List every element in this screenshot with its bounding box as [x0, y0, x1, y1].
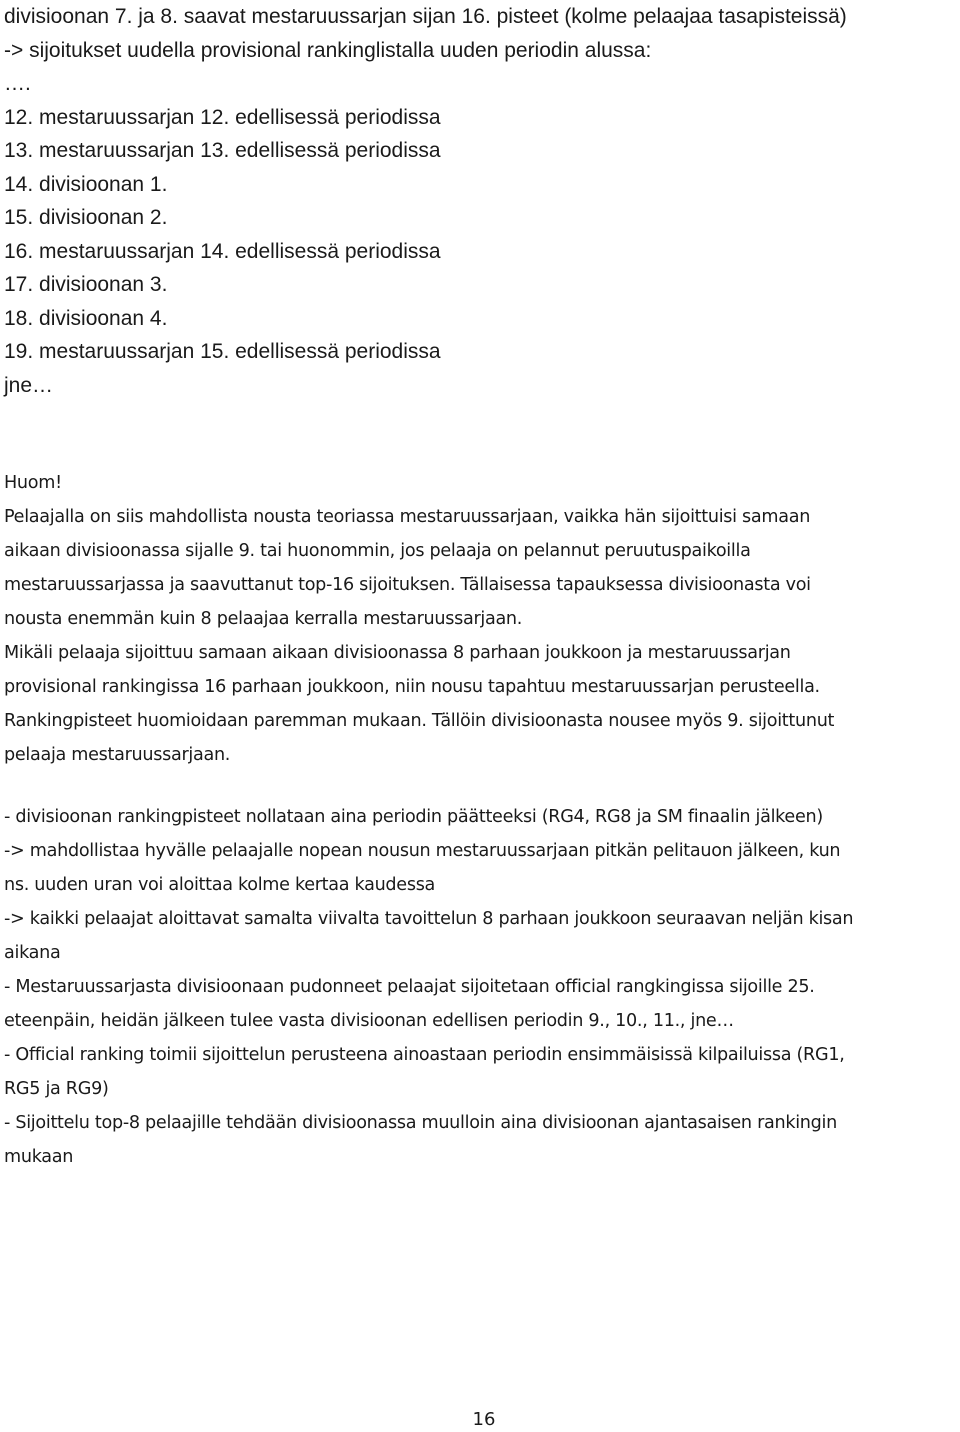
text-line: aikana [4, 943, 61, 963]
text-line: …. [4, 72, 31, 95]
list-item: 13. mestaruussarjan 13. edellisessä periodissa [4, 139, 441, 162]
text-line: divisioonan 7. ja 8. saavat mestaruussarjan sijan 16. pisteet (kolme pelaajaa tasapisteissä) [4, 5, 847, 28]
text-line: pelaaja mestaruussarjaan. [4, 745, 231, 765]
list-item: 12. mestaruussarjan 12. edellisessä periodissa [4, 105, 441, 129]
huom-paragraph [4, 466, 956, 772]
text-line: provisional rankingissa 16 parhaan joukkoon, niin nousu tapahtuu mestaruussarjan perusteella. [4, 677, 820, 697]
text-line: ns. uuden uran voi aloittaa kolme kertaa kaudessa [4, 875, 436, 895]
list-item: 18. divisioonan 4. [4, 306, 168, 330]
rules-notes [4, 800, 956, 1174]
text-line: - divisioonan rankingpisteet nollataan aina periodin päätteeksi (RG4, RG8 ja SM finaalin jälkeen) [4, 807, 823, 827]
text-line: RG5 ja RG9) [4, 1079, 109, 1099]
text-line: Rankingpisteet huomioidaan paremman mukaan. Tällöin divisioonasta nousee myös 9. sijoittunut [4, 711, 835, 731]
list-item: 14. divisioonan 1. [4, 172, 168, 196]
text-line: mukaan [4, 1147, 74, 1167]
page-number: 16 [472, 1409, 496, 1430]
text-line: eteenpäin, heidän jälkeen tulee vasta divisioonan edellisen periodin 9., 10., 11., jne… [4, 1011, 734, 1031]
text-line: -> sijoitukset uudella provisional rankinglistalla uuden periodin alussa: [4, 38, 652, 62]
text-line: Mikäli pelaaja sijoittuu samaan aikaan divisioonassa 8 parhaan joukkoon ja mestaruussarjan [4, 643, 791, 663]
text-line: -> kaikki pelaajat aloittavat samalta viivalta tavoittelun 8 parhaan joukkoon seuraavan neljän kisan [4, 909, 854, 929]
list-item: 19. mestaruussarjan 15. edellisessä periodissa [4, 340, 441, 363]
list-item: 17. divisioonan 3. [4, 273, 168, 296]
text-line: -> mahdollistaa hyvälle pelaajalle nopean nousun mestaruussarjaan pitkän pelitauon jälkeen, kun [4, 841, 841, 861]
list-item: 15. divisioonan 2. [4, 206, 168, 229]
text-line: Pelaajalla on siis mahdollista nousta teoriassa mestaruussarjaan, vaikka hän sijoittuisi samaan [4, 507, 811, 527]
text-line: aikaan divisioonassa sijalle 9. tai huonommin, jos pelaaja on pelannut peruutuspaikoilla [4, 541, 751, 561]
text-line: - Official ranking toimii sijoittelun perusteena ainoastaan periodin ensimmäisissä kilpailuissa (RG1, [4, 1045, 845, 1065]
list-item: 16. mestaruussarjan 14. edellisessä periodissa [4, 239, 441, 263]
huom-heading: Huom! [4, 473, 62, 493]
text-line: mestaruussarjassa ja saavuttanut top-16 sijoituksen. Tällaisessa tapauksessa divisioonasta voi [4, 575, 811, 595]
text-line: - Mestaruussarjasta divisioonaan pudonneet pelaajat sijoitetaan official rangkingissa sijoille 25. [4, 977, 815, 997]
text-line: nousta enemmän kuin 8 pelaajaa kerralla mestaruussarjaan. [4, 609, 523, 629]
ranking-order-list [4, 0, 956, 402]
text-line: - Sijoittelu top-8 pelaajille tehdään divisioonassa muulloin aina divisioonan ajantasaisen rankingin [4, 1113, 837, 1133]
text-line: jne… [4, 373, 54, 397]
